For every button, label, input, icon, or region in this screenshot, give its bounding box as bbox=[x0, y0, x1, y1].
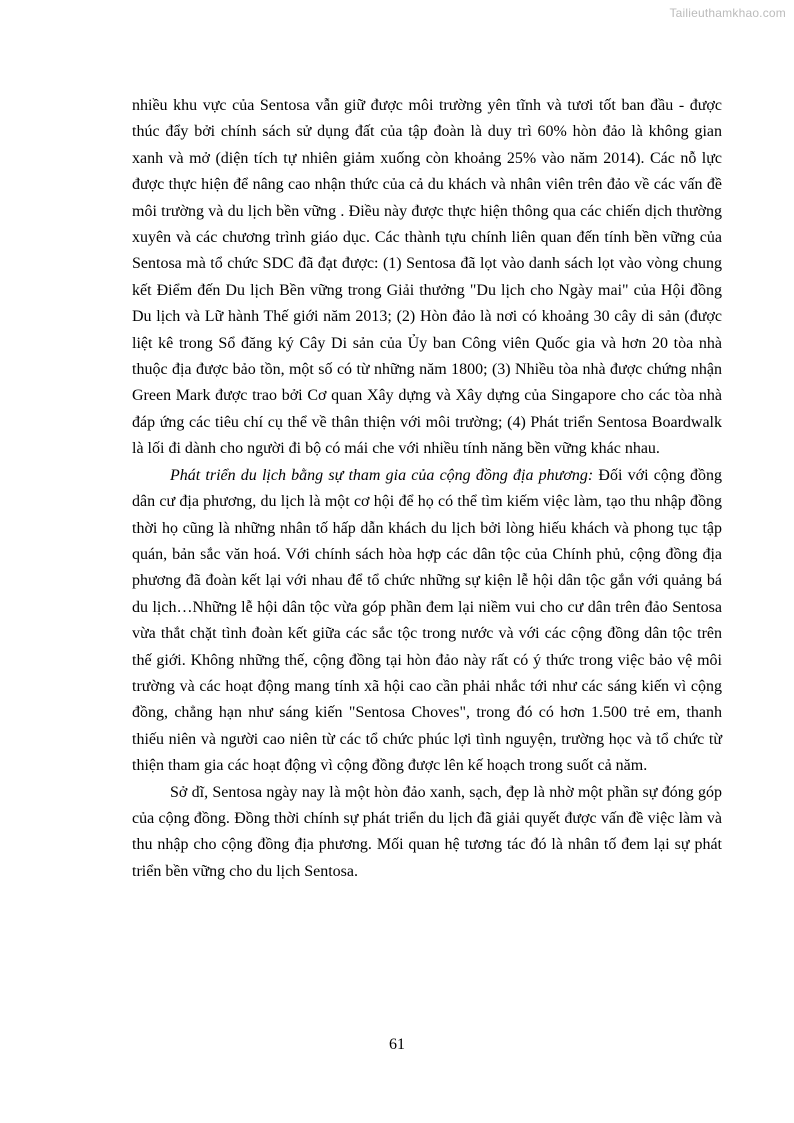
page-body bbox=[132, 93, 722, 885]
paragraph-sustainability-achievements: nhiều khu vực của Sentosa vẫn giữ được môi trường yên tĩnh và tươi tốt ban đầu - được thúc đẩy bởi chính sách sử dụng đất của tập đoàn là duy trì 60% hòn đảo là không gian xanh và mở (diện tích tự nhiên giảm xuống còn khoảng 25% vào năm 2014). Các nỗ lực được thực hiện để nâng cao nhận thức của cả du khách và nhân viên trên đảo về các vấn đề môi trường và du lịch bền vững . Điều này được thực hiện thông qua các chiến dịch thường xuyên và các chương trình giáo dục. Các thành tựu chính liên quan đến tính bền vững của Sentosa mà tổ chức SDC đã đạt được: (1) Sentosa đã lọt vào danh sách lọt vào vòng chung kết Điểm đến Du lịch Bền vững trong Giải thưởng "Du lịch cho Ngày mai" của Hội đồng Du lịch và Lữ hành Thế giới năm 2013; (2) Hòn đảo là nơi có khoảng 30 cây di sản (được liệt kê trong Sổ đăng ký Cây Di sản của Ủy ban Công viên Quốc gia và hơn 20 tòa nhà thuộc địa được bảo tồn, một số có từ những năm 1800; (3) Nhiều tòa nhà được chứng nhận Green Mark được trao bởi Cơ quan Xây dựng và Xây dựng của Singapore cho các tòa nhà đáp ứng các tiêu chí cụ thể về thân thiện với môi trường; (4) Phát triển Sentosa Boardwalk là lối đi dành cho người đi bộ có mái che với nhiều tính năng bền vững khác nhau. bbox=[132, 97, 722, 458]
paragraph-body-text: Đối với cộng đồng dân cư địa phương, du lịch là một cơ hội để họ có thể tìm kiếm việc làm, tạo thu nhập đồng thời họ cũng là những nhân tố hấp dẫn khách du lịch bởi lòng hiếu khách và phong tục tập quán, bản sắc văn hoá. Với chính sách hòa hợp các dân tộc của Chính phủ, cộng đồng địa phương đã đoàn kết lại với nhau để tổ chức những sự kiện lễ hội dân tộc gắn với quảng bá du lịch…Những lễ hội dân tộc vừa góp phần đem lại niềm vui cho cư dân trên đảo Sentosa vừa thắt chặt tình đoàn kết giữa các sắc tộc trong nước và với các cộng đồng dân tộc trên thế giới. Không những thế, cộng đồng tại hòn đảo này rất có ý thức trong việc bảo vệ môi trường và các hoạt động mang tính xã hội cao cần phải nhắc tới như các sáng kiến vì cộng đồng, chẳng hạn như sáng kiến "Sentosa Choves", trong đó có hơn 1.500 trẻ em, thanh thiếu niên và người cao niên từ các tổ chức phúc lợi tình nguyện, trường học và tổ chức từ thiện tham gia các hoạt động vì cộng đồng được lên kế hoạch trong suốt cả năm. bbox=[132, 466, 722, 775]
paragraph-lead-heading: Phát triển du lịch bằng sự tham gia của cộng đồng địa phương: bbox=[170, 466, 594, 484]
page-number: 61 bbox=[389, 1036, 405, 1053]
paragraph-community-tourism bbox=[132, 463, 722, 780]
watermark: Tailieuthamkhao.com bbox=[669, 6, 786, 20]
paragraph-conclusion: Sở dĩ, Sentosa ngày nay là một hòn đảo xanh, sạch, đẹp là nhờ một phần sự đóng góp của cộng đồng. Đồng thời chính sự phát triển du lịch đã giải quyết được vấn đề việc làm và thu nhập cho cộng đồng địa phương. Mối quan hệ tương tác đó là nhân tố đem lại sự phát triển bền vững cho du lịch Sentosa. bbox=[132, 783, 722, 880]
